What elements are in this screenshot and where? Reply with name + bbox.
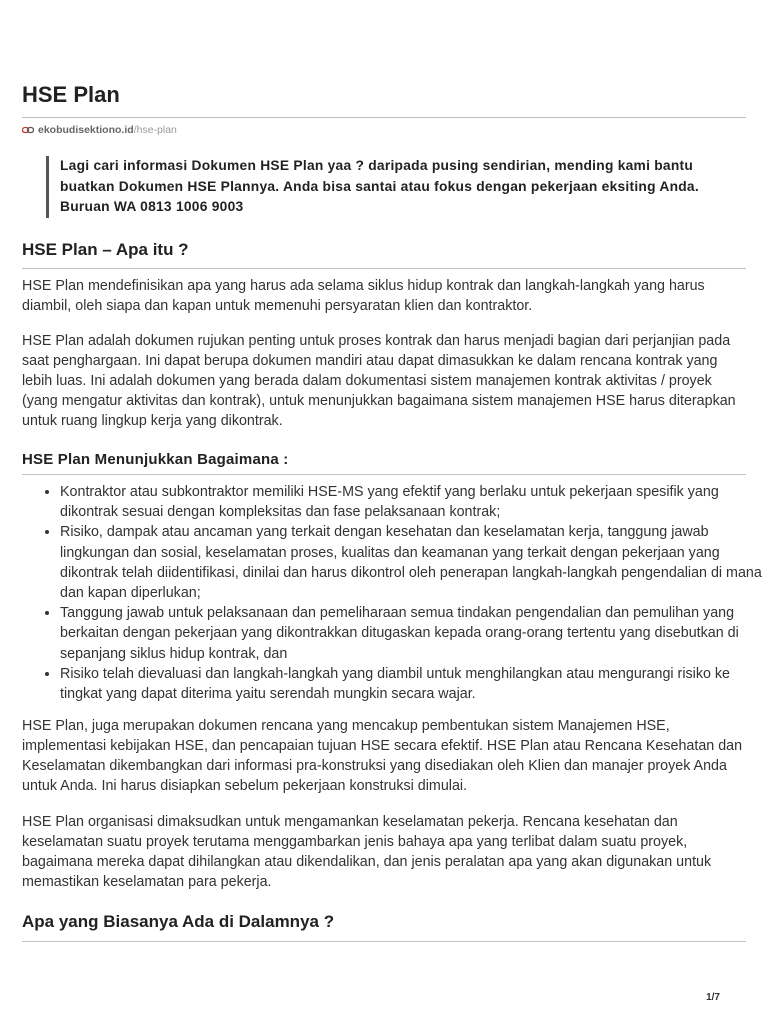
section-divider [22, 941, 746, 942]
section-divider [22, 474, 746, 475]
page-number: 1/7 [706, 992, 720, 1003]
link-icon [22, 126, 34, 134]
source-domain[interactable]: ekobudisektiono.id [38, 124, 134, 136]
paragraph: HSE Plan organisasi dimaksudkan untuk mengamankan keselamatan pekerja. Rencana kesehatan dan keselamatan suatu proyek terutama menggambarkan jenis bahaya apa yang terlibat dalam suatu proyek, bagaimana mereka dapat dihilangkan atau dikendalikan, dan jenis peralatan apa yang akan digunakan untuk memastikan keselamatan para pekerja. [22, 814, 712, 890]
title-divider [22, 117, 746, 118]
list-item: • Risiko, dampak atau ancaman yang terkait dengan kesehatan dan keselamatan kerja, tanggung jawab lingkungan dan sosial, keselamatan proses, kualitas dan keamanan yang terkait dengan pekerjaan yang dikontrak telah diidentifikasi, dinilai dan harus dikontrol oleh penerapan langkah-langkah pengendalian di mana dan kapan diperlukan; [60, 522, 768, 603]
section-heading-isi: Apa yang Biasanya Ada di Dalamnya ? [22, 912, 335, 931]
list-item: • Tanggung jawab untuk pelaksanaan dan pemeliharaan semua tindakan pengendalian dan pemulihan yang berkaitan dengan pekerjaan yang dikontrakkan ditugaskan kepada orang-orang tertentu yang disebutkan di sepanjang siklus hidup kontrak, dan [60, 603, 768, 664]
list-item: • Kontraktor atau subkontraktor memiliki HSE-MS yang efektif yang berlaku untuk pekerjaan spesifik yang dikontrak sesuai dengan kompleksitas dan fase pelaksanaan kontrak; [60, 482, 768, 522]
source-link[interactable] [22, 124, 177, 136]
section-heading-apa-itu: HSE Plan – Apa itu ? [22, 240, 189, 259]
paragraph: HSE Plan adalah dokumen rujukan penting untuk proses kontrak dan harus menjadi bagian dari perjanjian pada saat penghargaan. Ini dapat berupa dokumen mandiri atau dapat dimasukkan ke dalam rencana kontrak yang lebih luas. Ini adalah dokumen yang berada dalam dokumentasi sistem manajemen kontrak aktivitas / proyek (yang mengatur aktivitas dan kontrak), untuk menunjukkan bagaimana sistem manajemen HSE harus diterapkan untuk ruang lingkup kerja yang dikontrak. [22, 333, 736, 429]
paragraph: HSE Plan, juga merupakan dokumen rencana yang mencakup pembentukan sistem Manajemen HSE, implementasi kebijakan HSE, dan pencapaian tujuan HSE secara efektif. HSE Plan atau Rencana Kesehatan dan Keselamatan dikembangkan dari informasi pra-konstruksi yang disediakan oleh Klien dan manajer proyek Anda untuk Anda. Ini harus disiapkan sebelum pekerjaan konstruksi dimulai. [22, 718, 743, 794]
list-item: • Risiko telah dievaluasi dan langkah-langkah yang diambil untuk menghilangkan atau mengurangi risiko ke tingkat yang dapat diterima yaitu serendah mungkin secara wajar. [60, 664, 768, 704]
page-title: HSE Plan [22, 82, 120, 107]
paragraph: HSE Plan mendefinisikan apa yang harus ada selama siklus hidup kontrak dan langkah-langkah yang harus diambil, oleh siapa dan kapan untuk memenuhi persyaratan klien dan kontraktor. [22, 278, 705, 314]
source-path[interactable]: /hse-plan [133, 124, 177, 136]
section-divider [22, 268, 746, 269]
section-heading-menunjukkan: HSE Plan Menunjukkan Bagaimana : [22, 451, 289, 468]
promo-quote: Lagi cari informasi Dokumen HSE Plan yaa ? daripada pusing sendirian, mending kami bantu buatkan Dokumen HSE Plannya. Anda bisa santai atau fokus dengan pekerjaan eksiting Anda. Buruan WA 0813 1006 9003 [46, 156, 740, 218]
bullet-list [22, 482, 768, 704]
